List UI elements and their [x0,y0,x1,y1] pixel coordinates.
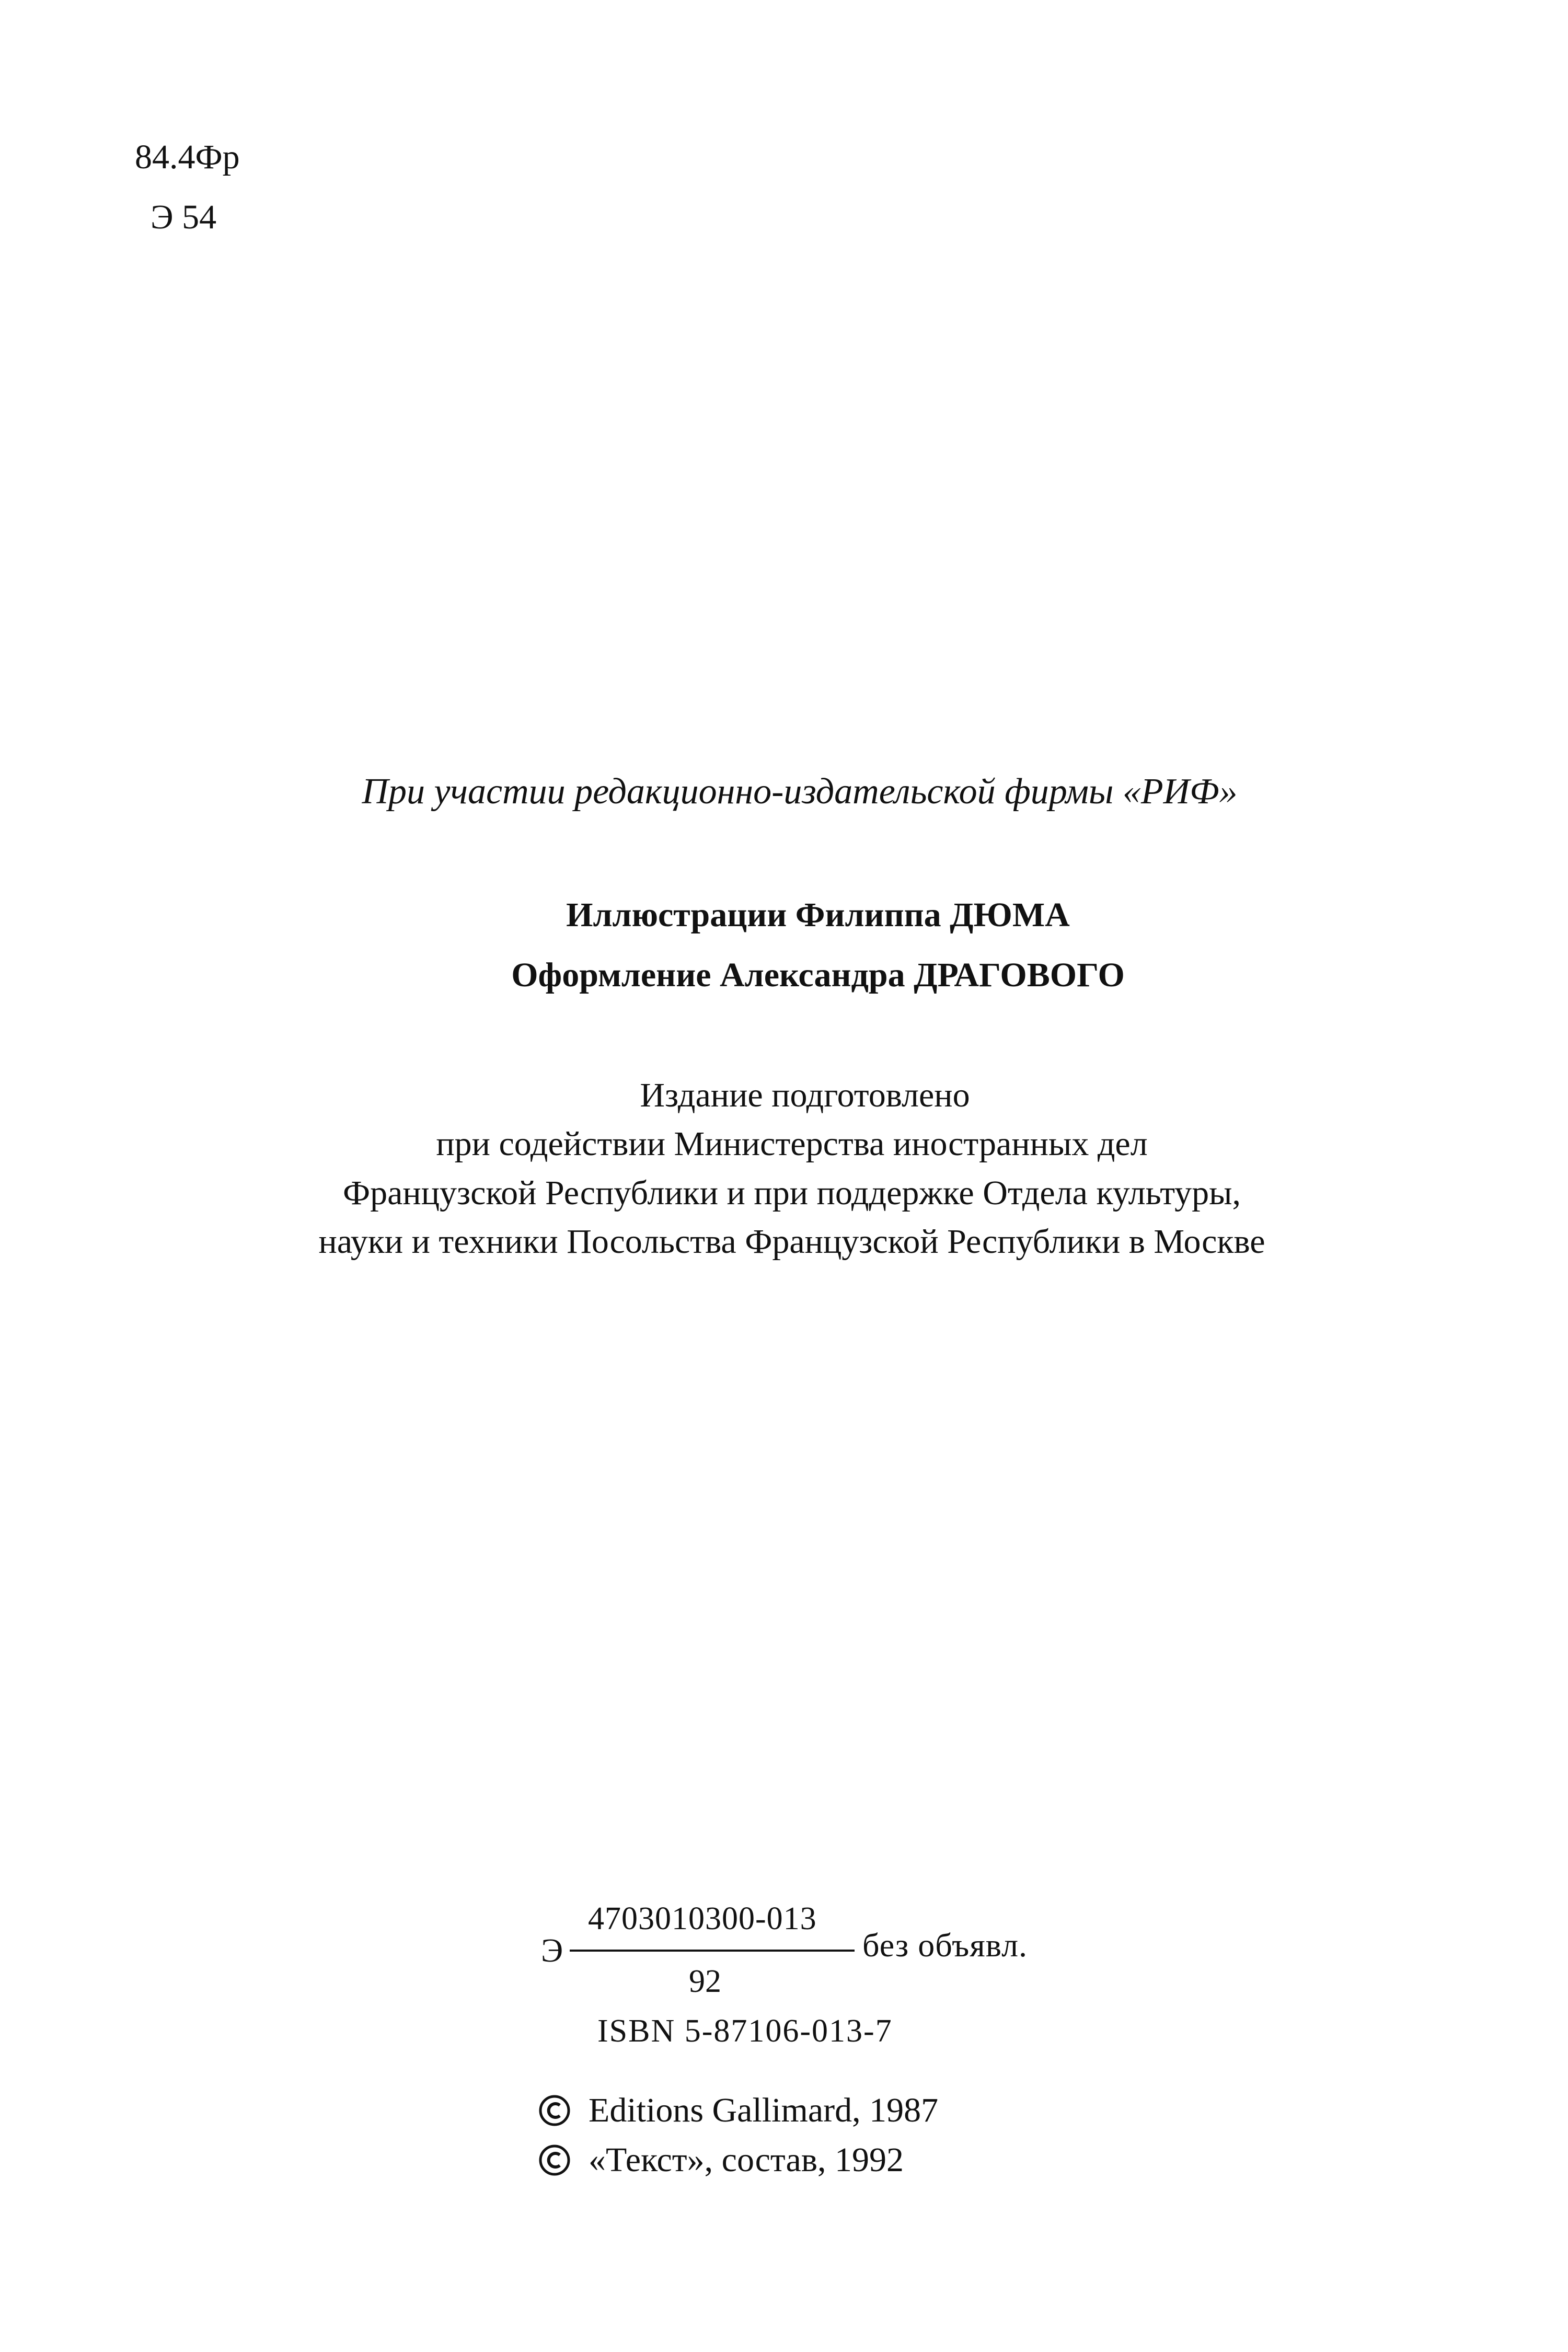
copyright-text: «Текст», состав, 1992 [589,2141,904,2179]
index-numerator: 4703010300-013 [588,1901,817,1936]
isbn: ISBN 5-87106-013-7 [597,2013,893,2049]
copyright-line [538,2143,904,2177]
copyright-line [538,2093,938,2128]
fraction-line [570,1950,855,1952]
index-letter: Э [541,1932,563,1969]
edition-note-line: Издание подготовлено [640,1076,970,1114]
participation-note: При участии редакционно-издательской фирмы «РИФ» [362,771,1238,812]
edition-note-line: Французской Республики и при поддержке Отдела культуры, [342,1174,1241,1212]
edition-note-line: науки и техники Посольства Французской Республики в Москве [318,1223,1265,1261]
edition-note-line: при содействии Министерства иностранных дел [436,1125,1148,1163]
copyright-text: Editions Gallimard, 1987 [589,2091,939,2129]
illustrations-credit: Иллюстрации Филиппа ДЮМА [566,896,1070,934]
index-denominator: 92 [689,1964,721,1999]
copyright-icon [538,2144,571,2176]
author-mark: Э 54 [151,198,217,236]
bbk-code: 84.4Фр [135,138,240,176]
index-note: без объявл. [862,1927,1028,1964]
copyright-icon [538,2094,571,2127]
design-credit: Оформление Александра ДРАГОВОГО [511,956,1125,994]
